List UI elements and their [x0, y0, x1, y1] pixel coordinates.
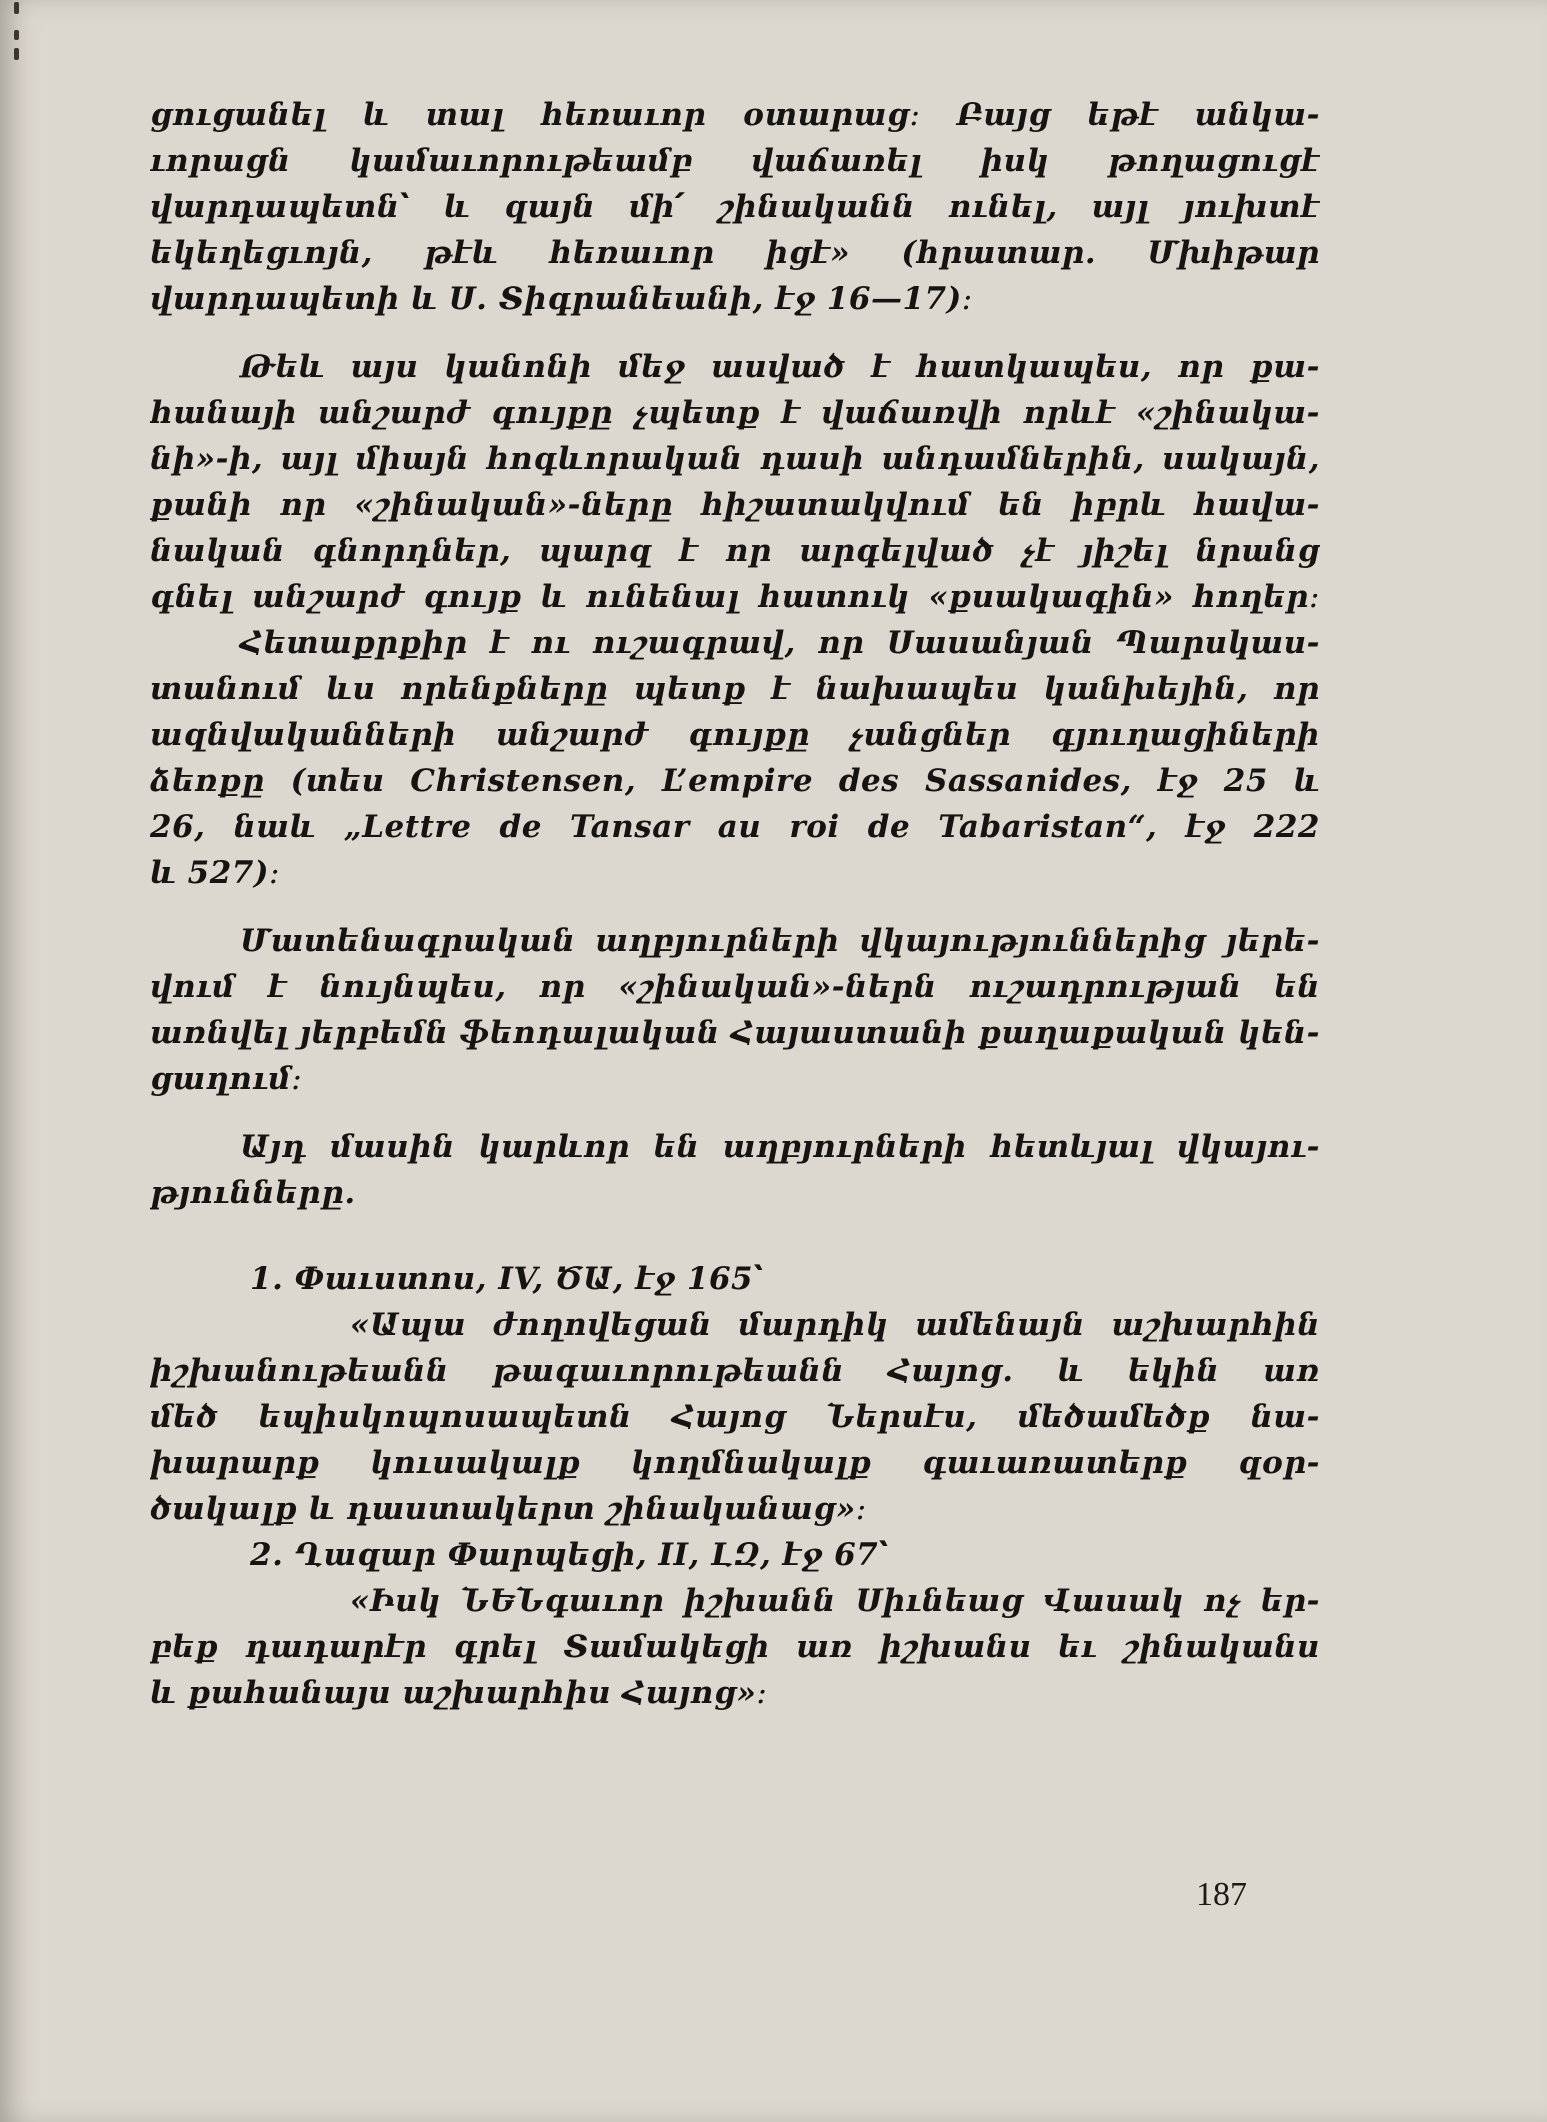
text-line: առնվել յերբեմն ֆեոդալական Հայաստանի քաղաքական կեն- [150, 1015, 1320, 1051]
page-number: 187 [1196, 1876, 1247, 1913]
text-line: 26, նաև „Lettre de Tansar au roi de Tabaristan“, էջ 222 [150, 809, 1320, 845]
text-line: ցուցանել և տալ հեռաւոր օտարաց։ Բայց եթէ անկա- [150, 97, 1320, 133]
text-line: ազնվականների անշարժ գույքը չանցներ գյուղացիների [150, 717, 1320, 753]
text-line: ձեռքը (տես Christensen, L’empire des Sassanides, էջ 25 և [150, 763, 1320, 799]
quote-line: մեծ եպիսկոպոսապետն Հայոց Ներսէս, մեծամեծք նա- [150, 1399, 1320, 1435]
text-line: նի»-ի, այլ միայն հոգևորական դասի անդամներին, սակայն, [150, 441, 1320, 477]
text-line: թյունները. [150, 1175, 356, 1211]
paragraph-first-line: Այդ մասին կարևոր են աղբյուրների հետևյալ վկայու- [240, 1129, 1320, 1165]
page-body [150, 92, 1320, 1716]
text-line: գնել անշարժ գույք և ունենալ հատուկ «քսակագին» հողեր։ [150, 579, 1320, 615]
paragraph-first-line: Թեև այս կանոնի մեջ ասված է հատկապես, որ քա- [240, 349, 1320, 385]
text-line: քանի որ «շինական»-ները հիշատակվում են իբրև հավա- [150, 487, 1320, 523]
page-edge-marks [14, 0, 22, 80]
quote-first-line: «Ապա ժողովեցան մարդիկ ամենայն աշխարհին [350, 1307, 1320, 1343]
quote-first-line: «Իսկ ՆԵՆգաւոր իշխանն Սիւնեաց Վասակ ոչ եր- [350, 1583, 1320, 1619]
paragraph-first-line: Հետաքրքիր է ու ուշագրավ, որ Սասանյան Պարսկաս- [240, 625, 1320, 661]
text-line: վում է նույնպես, որ «շինական»-ներն ուշադրության են [150, 969, 1320, 1005]
quote-line: իշխանութեանն թագաւորութեանն Հայոց. և եկին առ [150, 1353, 1320, 1389]
text-line: հանայի անշարժ գույքը չպետք է վաճառվի որևէ «շինակա- [150, 395, 1320, 431]
text-line: և 527)։ [150, 855, 281, 891]
text-line: նական գնորդներ, պարզ է որ արգելված չէ յիշել նրանց [150, 533, 1320, 569]
source-heading-1: 1. Փաւստոս, IV, ԾԱ, էջ 165՝ [250, 1261, 764, 1297]
paragraph-first-line: Մատենագրական աղբյուրների վկայություններից յերե- [240, 923, 1320, 959]
text-line: տանում ևս որենքները պետք է նախապես կանխեյին, որ [150, 671, 1320, 707]
text-line: եկեղեցւոյն, թէև հեռաւոր իցէ» (հրատար. Մխիթար [150, 235, 1320, 271]
text-line: ւորացն կամաւորութեամբ վաճառել իսկ թողացուցէ [150, 143, 1320, 179]
quote-line: խարարք կուսակալք կողմնակալք գաւառատերք զօր- [150, 1445, 1320, 1481]
source-heading-2: 2. Ղազար Փարպեցի, II, ԼԶ, էջ 67՝ [250, 1537, 889, 1573]
quote-line: ծակալք և դաստակերտ շինականաց»։ [150, 1491, 867, 1527]
text-line: վարդապետի և Ս. Տիգրանեանի, էջ 16—17)։ [150, 281, 973, 317]
quote-line: բեք դադարէր գրել Տամակեցի առ իշխանս եւ շինականս [150, 1629, 1320, 1665]
text-line: վարդապետն՝ և զայն մի՛ շինականն ունել, այլ յուխտէ [150, 189, 1320, 225]
quote-line: և քահանայս աշխարհիս Հայոց»։ [150, 1675, 768, 1711]
text-line: ցաղում։ [150, 1061, 303, 1097]
